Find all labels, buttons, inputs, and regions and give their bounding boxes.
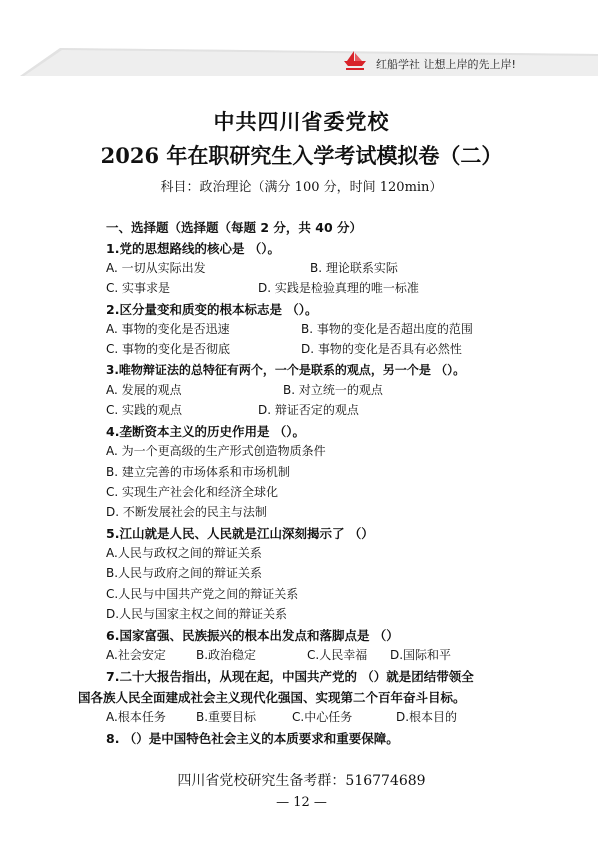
question-7-stem-line1: 7.二十大报告指出，从现在起，中国共产党的 （）就是团结带领全 bbox=[106, 669, 474, 684]
exam-title: 2026 年在职研究生入学考试模拟卷（二） bbox=[100, 143, 503, 168]
red-boat-logo-icon bbox=[340, 49, 370, 73]
q4-option-b: B. 建立完善的市场体系和市场机制 bbox=[106, 465, 290, 479]
question-8-stem: 8. （）是中国特色社会主义的本质要求和重要保障。 bbox=[106, 731, 399, 746]
q1-option-b: B. 理论联系实际 bbox=[310, 261, 398, 275]
q3-option-c: C. 实践的观点 bbox=[106, 403, 183, 417]
q7-option-a: A.根本任务 bbox=[106, 710, 166, 724]
q6-option-c: C.人民幸福 bbox=[307, 648, 368, 662]
q4-option-c: C. 实现生产社会化和经济全球化 bbox=[106, 485, 279, 499]
q1-option-d: D. 实践是检验真理的唯一标准 bbox=[258, 281, 419, 295]
q6-option-d: D.国际和平 bbox=[390, 648, 452, 662]
question-4-stem: 4.垄断资本主义的历史作用是 （）。 bbox=[106, 424, 306, 439]
page-number: — 12 — bbox=[276, 795, 327, 810]
header-slogan: 红船学社 让想上岸的先上岸! bbox=[376, 58, 516, 71]
q5-option-d: D.人民与国家主权之间的辩证关系 bbox=[106, 607, 288, 621]
q3-option-b: B. 对立统一的观点 bbox=[283, 383, 383, 397]
question-1-stem: 1.党的思想路线的核心是 （）。 bbox=[106, 241, 281, 256]
q3-option-d: D. 辩证否定的观点 bbox=[258, 403, 359, 417]
q2-option-b: B. 事物的变化是否超出度的范围 bbox=[301, 322, 473, 336]
q2-option-a: A. 事物的变化是否迅速 bbox=[106, 322, 230, 336]
q7-option-c: C.中心任务 bbox=[292, 710, 353, 724]
q7-option-b: B.重要目标 bbox=[196, 710, 257, 724]
subject-line: 科目：政治理论（满分 100 分，时间 120min） bbox=[160, 180, 443, 195]
question-7-stem-line2: 国各族人民全面建成社会主义现代化强国、实现第二个百年奋斗目标。 bbox=[78, 690, 466, 705]
section-heading: 一、选择题（选择题（每题 2 分，共 40 分） bbox=[106, 220, 363, 235]
q5-option-a: A.人民与政权之间的辩证关系 bbox=[106, 546, 262, 560]
q4-option-d: D. 不断发展社会的民主与法制 bbox=[106, 505, 267, 519]
question-6-stem: 6.国家富强、民族振兴的根本出发点和落脚点是 （） bbox=[106, 628, 399, 643]
q1-option-c: C. 实事求是 bbox=[106, 281, 171, 295]
q5-option-c: C.人民与中国共产党之间的辩证关系 bbox=[106, 587, 299, 601]
q3-option-a: A. 发展的观点 bbox=[106, 383, 182, 397]
q4-option-a: A. 为一个更高级的生产形式创造物质条件 bbox=[106, 444, 326, 458]
q6-option-b: B.政治稳定 bbox=[196, 648, 257, 662]
q1-option-a: A. 一切从实际出发 bbox=[106, 261, 206, 275]
question-3-stem: 3.唯物辩证法的总特征有两个，一个是联系的观点，另一个是 （）。 bbox=[106, 363, 466, 377]
q6-option-a: A.社会安定 bbox=[106, 648, 166, 662]
question-5-stem: 5.江山就是人民、人民就是江山深刻揭示了 （） bbox=[106, 526, 374, 541]
q2-option-c: C. 事物的变化是否彻底 bbox=[106, 342, 231, 356]
q7-option-d: D.根本目的 bbox=[396, 710, 458, 724]
q2-option-d: D. 事物的变化是否具有必然性 bbox=[301, 342, 462, 356]
footer-group-info: 四川省党校研究生备考群：516774689 bbox=[177, 773, 426, 789]
q5-option-b: B.人民与政府之间的辩证关系 bbox=[106, 566, 263, 580]
page-title: 中共四川省委党校 bbox=[213, 109, 390, 134]
question-2-stem: 2.区分量变和质变的根本标志是 （）。 bbox=[106, 302, 318, 317]
